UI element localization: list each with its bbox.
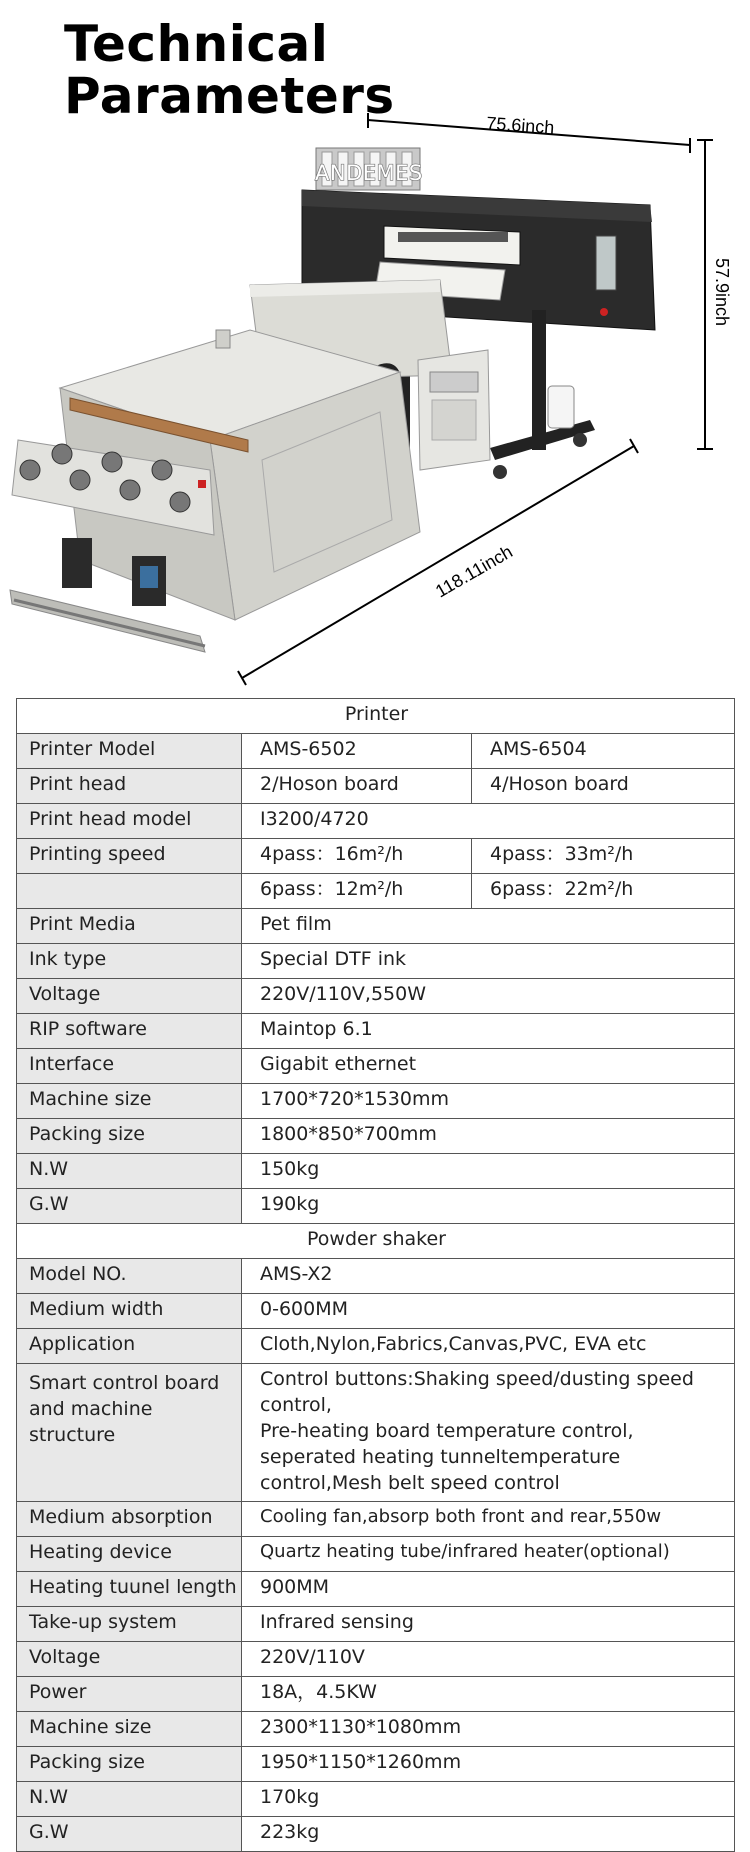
row-value: 4/Hoson board [472,769,735,804]
table-row [17,1049,735,1084]
row-label: Heating device [17,1537,242,1572]
row-label [17,874,242,909]
width-dimension-label: 75.6inch [485,113,556,138]
spec-table [16,698,735,1852]
table-row [17,944,735,979]
row-label: Heating tuunel length [17,1572,242,1607]
row-label: Packing size [17,1119,242,1154]
table-row [17,1014,735,1049]
powder-shaker [10,280,490,652]
table-row [17,874,735,909]
row-label: Ink type [17,944,242,979]
page-title [64,15,395,125]
row-value: 1800*850*700mm [242,1119,735,1154]
row-value: 900MM [242,1572,735,1607]
row-label: Packing size [17,1747,242,1782]
machine-illustration [0,110,750,690]
row-label: Print head model [17,804,242,839]
table-row [17,1364,735,1502]
row-label: Power [17,1677,242,1712]
row-label: Interface [17,1049,242,1084]
row-value: 220V/110V,550W [242,979,735,1014]
printer-section-header [17,699,735,734]
table-row [17,1677,735,1712]
table-row [17,1817,735,1852]
row-value: AMS-X2 [242,1259,735,1294]
row-label: Machine size [17,1084,242,1119]
table-row [17,804,735,839]
row-value: Control buttons:Shaking speed/dusting speed control, Pre-heating board temperature control, seperated heating tunneltemperature control,Mesh belt speed control [242,1364,735,1502]
row-value: Special DTF ink [242,944,735,979]
row-label: Voltage [17,1642,242,1677]
row-label: N.W [17,1154,242,1189]
row-label: N.W [17,1782,242,1817]
row-label: G.W [17,1817,242,1852]
row-value: Pet film [242,909,735,944]
row-value: 170kg [242,1782,735,1817]
row-label: Machine size [17,1712,242,1747]
row-value: 1700*720*1530mm [242,1084,735,1119]
table-row [17,909,735,944]
row-label: Model NO. [17,1259,242,1294]
row-value: 2/Hoson board [242,769,472,804]
row-value: Infrared sensing [242,1607,735,1642]
row-label: Take-up system [17,1607,242,1642]
table-row [17,1189,735,1224]
row-value: 2300*1130*1080mm [242,1712,735,1747]
row-label: Application [17,1329,242,1364]
shaker-section-title: Powder shaker [17,1224,735,1259]
table-row [17,1607,735,1642]
row-value: AMS-6502 [242,734,472,769]
height-dimension-label: 57.9inch [712,258,732,327]
length-dimension-label: 118.11inch [432,541,516,602]
row-value: 4pass：33m²/h [472,839,735,874]
table-row [17,839,735,874]
table-row [17,1294,735,1329]
table-row [17,769,735,804]
table-row [17,979,735,1014]
width-dimension [368,113,690,153]
row-label: RIP software [17,1014,242,1049]
row-value: 223kg [242,1817,735,1852]
table-row [17,1502,735,1537]
spec-table-body [17,699,735,1852]
row-value: 4pass：16m²/h [242,839,472,874]
row-value: 18A，4.5KW [242,1677,735,1712]
row-label: G.W [17,1189,242,1224]
table-row [17,1747,735,1782]
table-row [17,1329,735,1364]
table-row [17,1782,735,1817]
row-label: Medium absorption [17,1502,242,1537]
table-row [17,1572,735,1607]
row-value: I3200/4720 [242,804,735,839]
brand-label: ANDEMES [315,161,423,185]
table-row [17,734,735,769]
title-line-1: Technical [64,15,329,73]
row-value: AMS-6504 [472,734,735,769]
table-row [17,1119,735,1154]
height-dimension [697,140,732,449]
row-value: 1950*1150*1260mm [242,1747,735,1782]
row-value: 0-600MM [242,1294,735,1329]
row-value: Cloth,Nylon,Fabrics,Canvas,PVC, EVA etc [242,1329,735,1364]
row-value: Gigabit ethernet [242,1049,735,1084]
table-row [17,1259,735,1294]
row-value: 6pass：22m²/h [472,874,735,909]
table-row [17,1154,735,1189]
row-value: 150kg [242,1154,735,1189]
row-label: Printing speed [17,839,242,874]
row-value: Maintop 6.1 [242,1014,735,1049]
table-row [17,1712,735,1747]
row-value: 220V/110V [242,1642,735,1677]
row-value: Cooling fan,absorp both front and rear,550w [242,1502,735,1537]
table-row [17,1642,735,1677]
row-label: Voltage [17,979,242,1014]
row-value: 6pass：12m²/h [242,874,472,909]
row-label: Medium width [17,1294,242,1329]
table-row [17,1084,735,1119]
row-label: Print head [17,769,242,804]
row-value: Quartz heating tube/infrared heater(optional) [242,1537,735,1572]
row-label: Printer Model [17,734,242,769]
row-label: Print Media [17,909,242,944]
printer-section-title: Printer [17,699,735,734]
shaker-section-header [17,1224,735,1259]
title-line-2: Parameters [64,67,395,125]
row-label: Smart control board and machine structure [17,1364,242,1502]
table-row [17,1537,735,1572]
row-value: 190kg [242,1189,735,1224]
